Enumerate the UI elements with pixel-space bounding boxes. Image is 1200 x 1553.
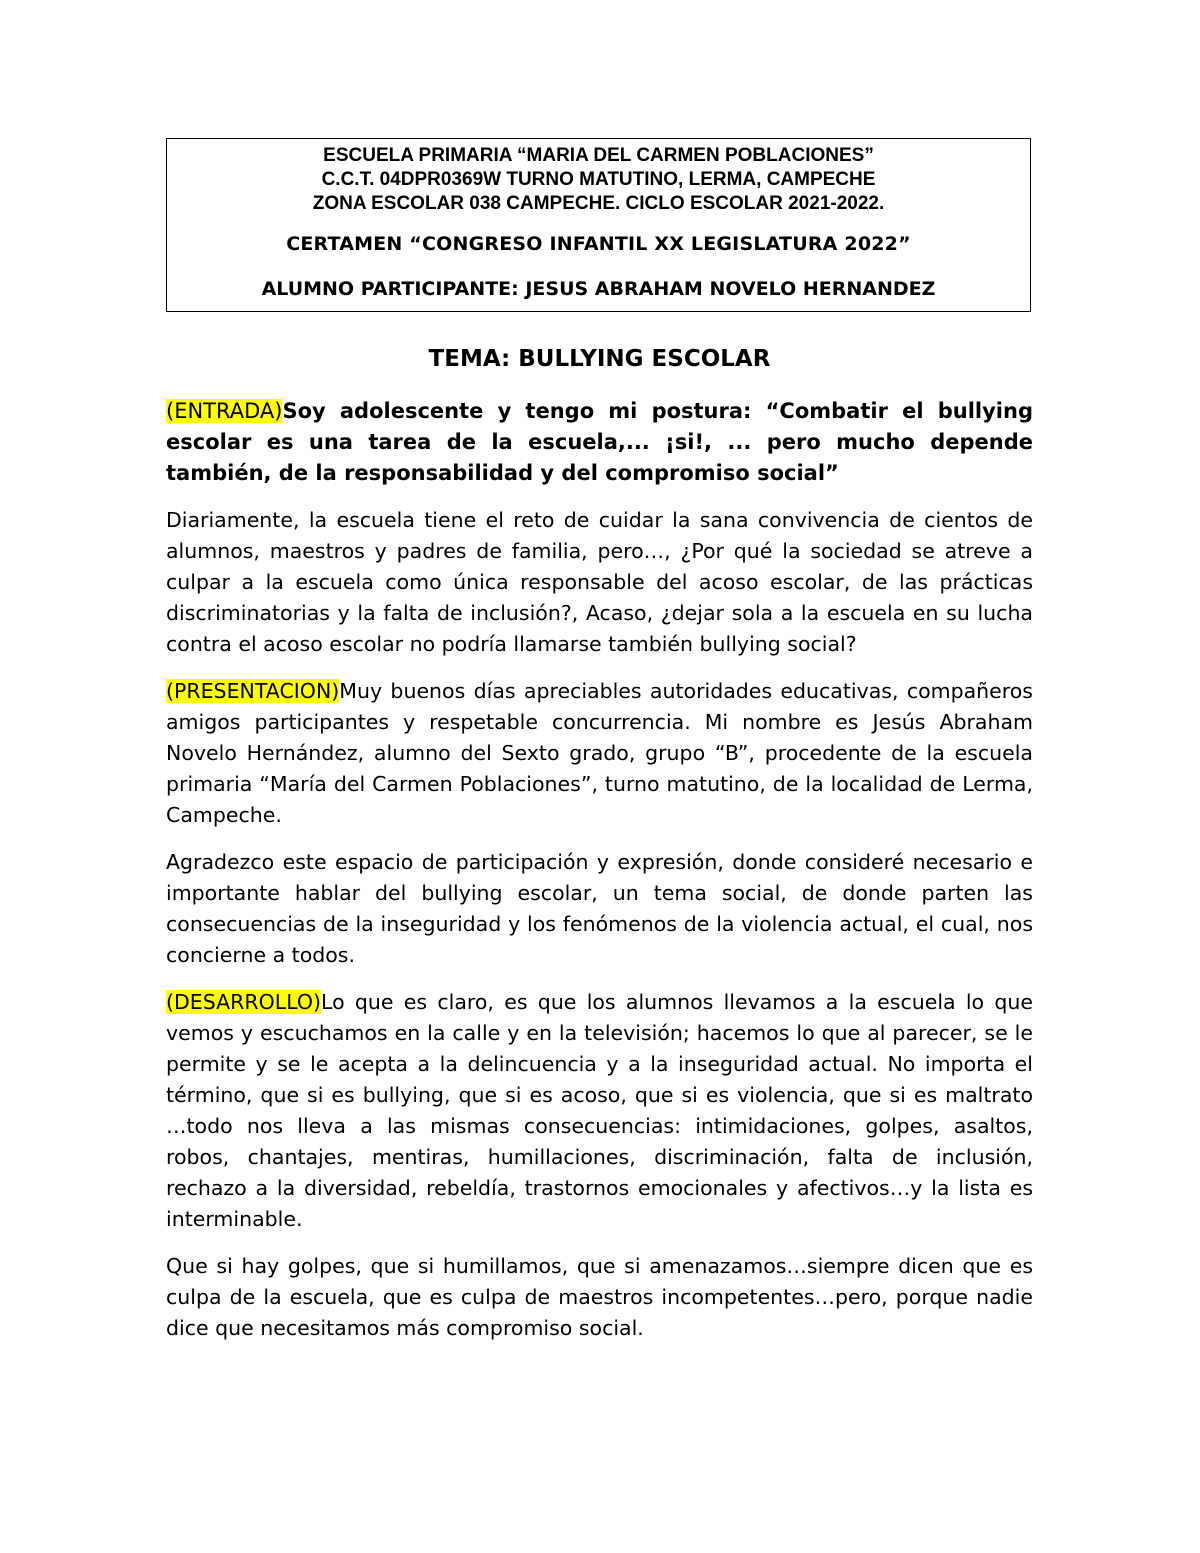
paragraph-text: Muy buenos días apreciables autoridades educativas, compañeros amigos participantes y respetable concurrencia. Mi nombre es Jesús Abraham Novelo Hernández, alumno del Sexto grado, grupo “B”, procedente de la escuela primaria “María del Carmen Poblaciones”, turno matutino, de la localidad de Lerma, Campeche. bbox=[166, 679, 1033, 827]
topic-title: TEMA: BULLYING ESCOLAR bbox=[428, 346, 771, 372]
speech-body bbox=[166, 396, 1033, 1360]
paragraph: Que si hay golpes, que si humillamos, que si amenazamos…siempre dicen que es culpa de la escuela, que es culpa de maestros incompetentes…pero, porque nadie dice que necesitamos más compromiso social. bbox=[166, 1254, 1033, 1340]
paragraph-presentacion bbox=[166, 676, 1033, 831]
section-tag-desarrollo: (DESARROLLO) bbox=[166, 990, 322, 1014]
paragraph-text: Soy adolescente y tengo mi postura: “Combatir el bullying escolar es una tarea de la escuela,... ¡si!, ... pero mucho depende también, de la responsabilidad y del compromiso social” bbox=[166, 399, 1033, 485]
paragraph-text: Lo que es claro, es que los alumnos llevamos a la escuela lo que vemos y escuchamos en la calle y en la televisión; hacemos lo que al parecer, se le permite y se le acepta a la delincuencia y a la inseguridad actual. No importa el término, que si es bullying, que si es acoso, que si es violencia, que si es maltrato …todo nos lleva a las mismas consecuencias: intimidaciones, golpes, asaltos, robos, chantajes, mentiras, humillaciones, discriminación, falta de inclusión, rechazo a la diversidad, rebeldía, trastornos emocionales y afectivos…y la lista es interminable. bbox=[166, 990, 1033, 1231]
school-cct: C.C.T. 04DPR0369W TURNO MATUTINO, LERMA, CAMPECHE bbox=[321, 169, 876, 190]
header-box bbox=[166, 138, 1031, 312]
school-zone: ZONA ESCOLAR 038 CAMPECHE. CICLO ESCOLAR 2021-2022. bbox=[312, 193, 885, 214]
paragraph-entrada bbox=[166, 396, 1033, 489]
paragraph: Diariamente, la escuela tiene el reto de cuidar la sana convivencia de cientos de alumnos, maestros y padres de familia, pero…, ¿Por qué la sociedad se atreve a culpar a la escuela como única responsable del acoso escolar, de las prácticas discriminatorias y la falta de inclusión?, Acaso, ¿dejar sola a la escuela en su lucha contra el acoso escolar no podría llamarse también bullying social? bbox=[166, 508, 1033, 656]
certamen-title: CERTAMEN “CONGRESO INFANTIL XX LEGISLATURA 2022” bbox=[286, 233, 911, 255]
student-name: ALUMNO PARTICIPANTE: JESUS ABRAHAM NOVELO HERNANDEZ bbox=[261, 278, 936, 300]
section-tag-presentacion: (PRESENTACION) bbox=[166, 679, 340, 703]
school-name: ESCUELA PRIMARIA “MARIA DEL CARMEN POBLACIONES” bbox=[323, 145, 874, 166]
paragraph-desarrollo bbox=[166, 987, 1033, 1235]
section-tag-entrada: (ENTRADA) bbox=[166, 399, 283, 423]
paragraph: Agradezco este espacio de participación y expresión, donde consideré necesario e importante hablar del bullying escolar, un tema social, de donde parten las consecuencias de la inseguridad y los fenómenos de la violencia actual, el cual, nos concierne a todos. bbox=[166, 850, 1033, 967]
